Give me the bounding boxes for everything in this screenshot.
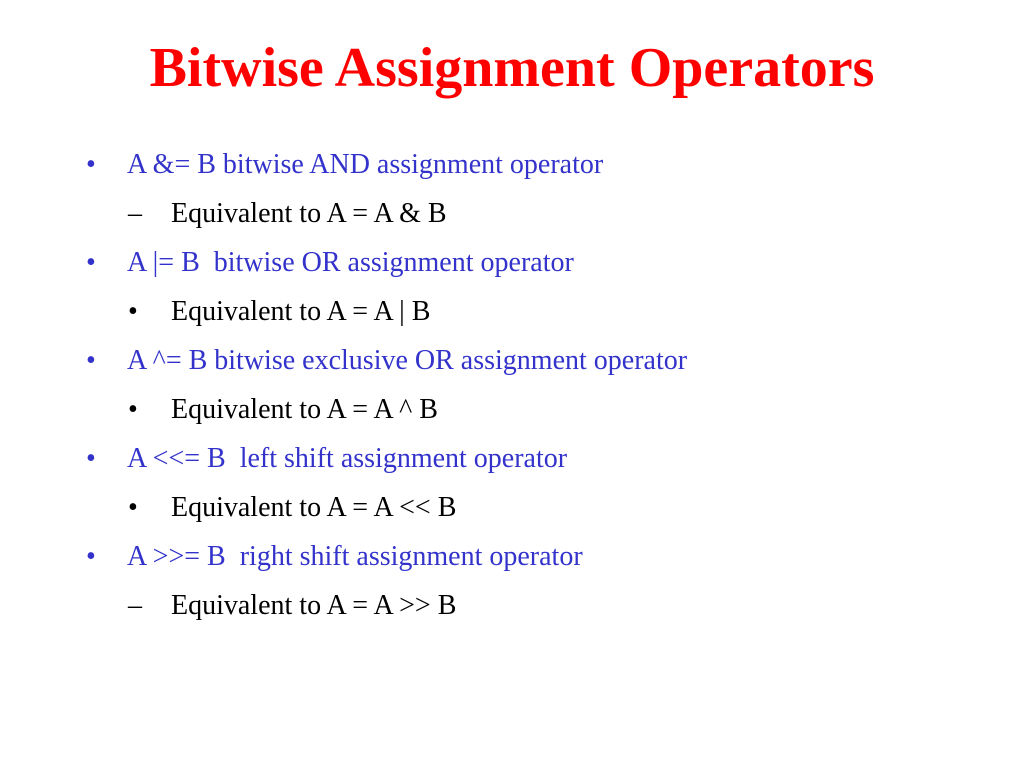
bullet-text: A &= B bitwise AND assignment operator [127,149,604,180]
bullet-marker: • [128,394,138,425]
sub-item-text: Equivalent to A = A << B [171,492,457,523]
sub-item-right-shift-equivalent [0,581,1024,630]
bullet-item-xor [0,336,1024,385]
bullet-item-or [0,238,1024,287]
bullet-text: A ^= B bitwise exclusive OR assignment operator [127,345,688,376]
slide-title: Bitwise Assignment Operators [149,37,875,99]
bullet-marker: • [86,149,96,180]
bullet-marker: • [128,296,138,327]
sub-item-left-shift-equivalent [0,483,1024,532]
dash-marker: – [128,198,142,229]
sub-item-xor-equivalent [0,385,1024,434]
sub-item-text: Equivalent to A = A | B [171,296,431,327]
sub-item-text: Equivalent to A = A >> B [171,590,457,621]
bullet-marker: • [128,492,138,523]
sub-item-and-equivalent [0,189,1024,238]
sub-item-text: Equivalent to A = A ^ B [171,394,438,425]
bullet-text: A <<= B left shift assignment operator [127,443,568,474]
bullet-marker: • [86,541,96,572]
bullet-item-left-shift [0,434,1024,483]
sub-item-or-equivalent [0,287,1024,336]
bullet-marker: • [86,345,96,376]
sub-item-text: Equivalent to A = A & B [171,198,447,229]
dash-marker: – [128,590,142,621]
bullet-item-and [0,140,1024,189]
bullet-item-right-shift [0,532,1024,581]
bullet-list [0,140,1024,630]
bullet-text: A >>= B right shift assignment operator [127,541,583,572]
bullet-marker: • [86,247,96,278]
bullet-marker: • [86,443,96,474]
bullet-text: A |= B bitwise OR assignment operator [127,247,574,278]
